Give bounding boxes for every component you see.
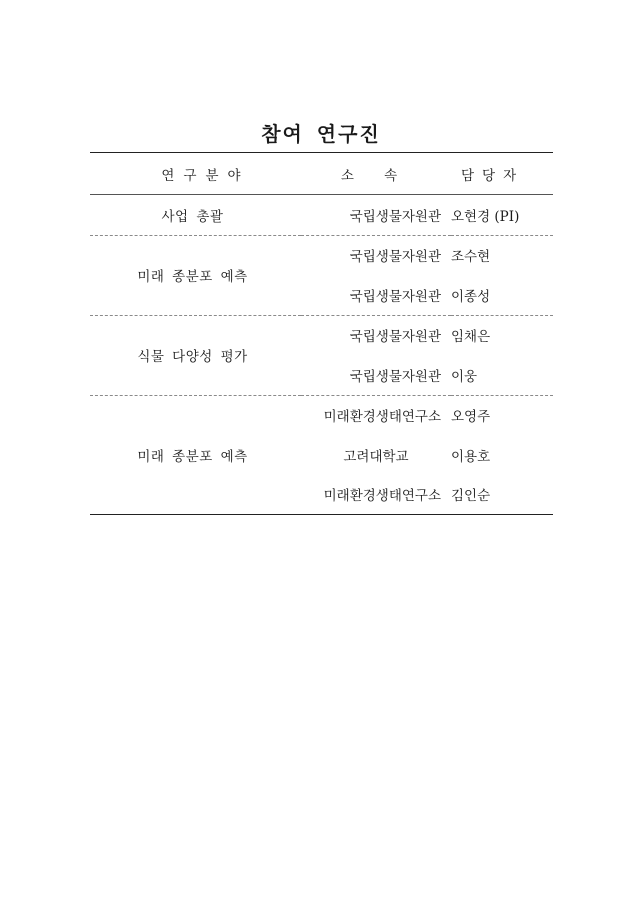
research-field-cell: 미래 종분포 예측: [90, 235, 301, 315]
table-header: [90, 153, 553, 195]
table-row: [90, 395, 553, 435]
research-field-cell: 사업 총괄: [161, 208, 224, 225]
table-body: [90, 195, 553, 515]
person-cell: 오영주: [451, 395, 553, 435]
research-field-cell: 미래 종분포 예측: [90, 395, 301, 515]
person-cell: 조수현: [451, 235, 553, 275]
affiliation-cell: 미래환경생태연구소: [301, 395, 451, 435]
affiliation-cell: 국립생물자원관: [349, 208, 441, 225]
affiliation-cell: 국립생물자원관: [301, 315, 451, 355]
header-affiliation: 소 속: [340, 167, 398, 184]
table-row: [90, 315, 553, 355]
research-field-cell: 식물 다양성 평가: [90, 315, 301, 395]
affiliation-cell: 미래환경생태연구소: [301, 475, 451, 515]
person-cell: 오현경 (PI): [451, 208, 520, 225]
table-row: [90, 235, 553, 275]
document-title: 참여 연구진: [261, 122, 381, 146]
affiliation-cell: 국립생물자원관: [301, 235, 451, 275]
person-cell: 임채은: [451, 315, 553, 355]
table-row: [90, 195, 553, 236]
research-staff-table: [90, 152, 553, 515]
person-cell: 김인순: [451, 475, 553, 515]
affiliation-cell: 국립생물자원관: [349, 368, 441, 385]
affiliation-cell: 국립생물자원관: [349, 288, 441, 305]
affiliation-cell: 고려대학교: [343, 448, 409, 465]
header-row: [90, 153, 553, 195]
header-person-in-charge: 담당자: [461, 167, 525, 184]
person-cell: 이종성: [451, 288, 491, 305]
person-cell: 이용호: [451, 448, 491, 465]
person-cell: 이웅: [451, 368, 478, 385]
header-research-field: 연구분야: [161, 167, 250, 184]
